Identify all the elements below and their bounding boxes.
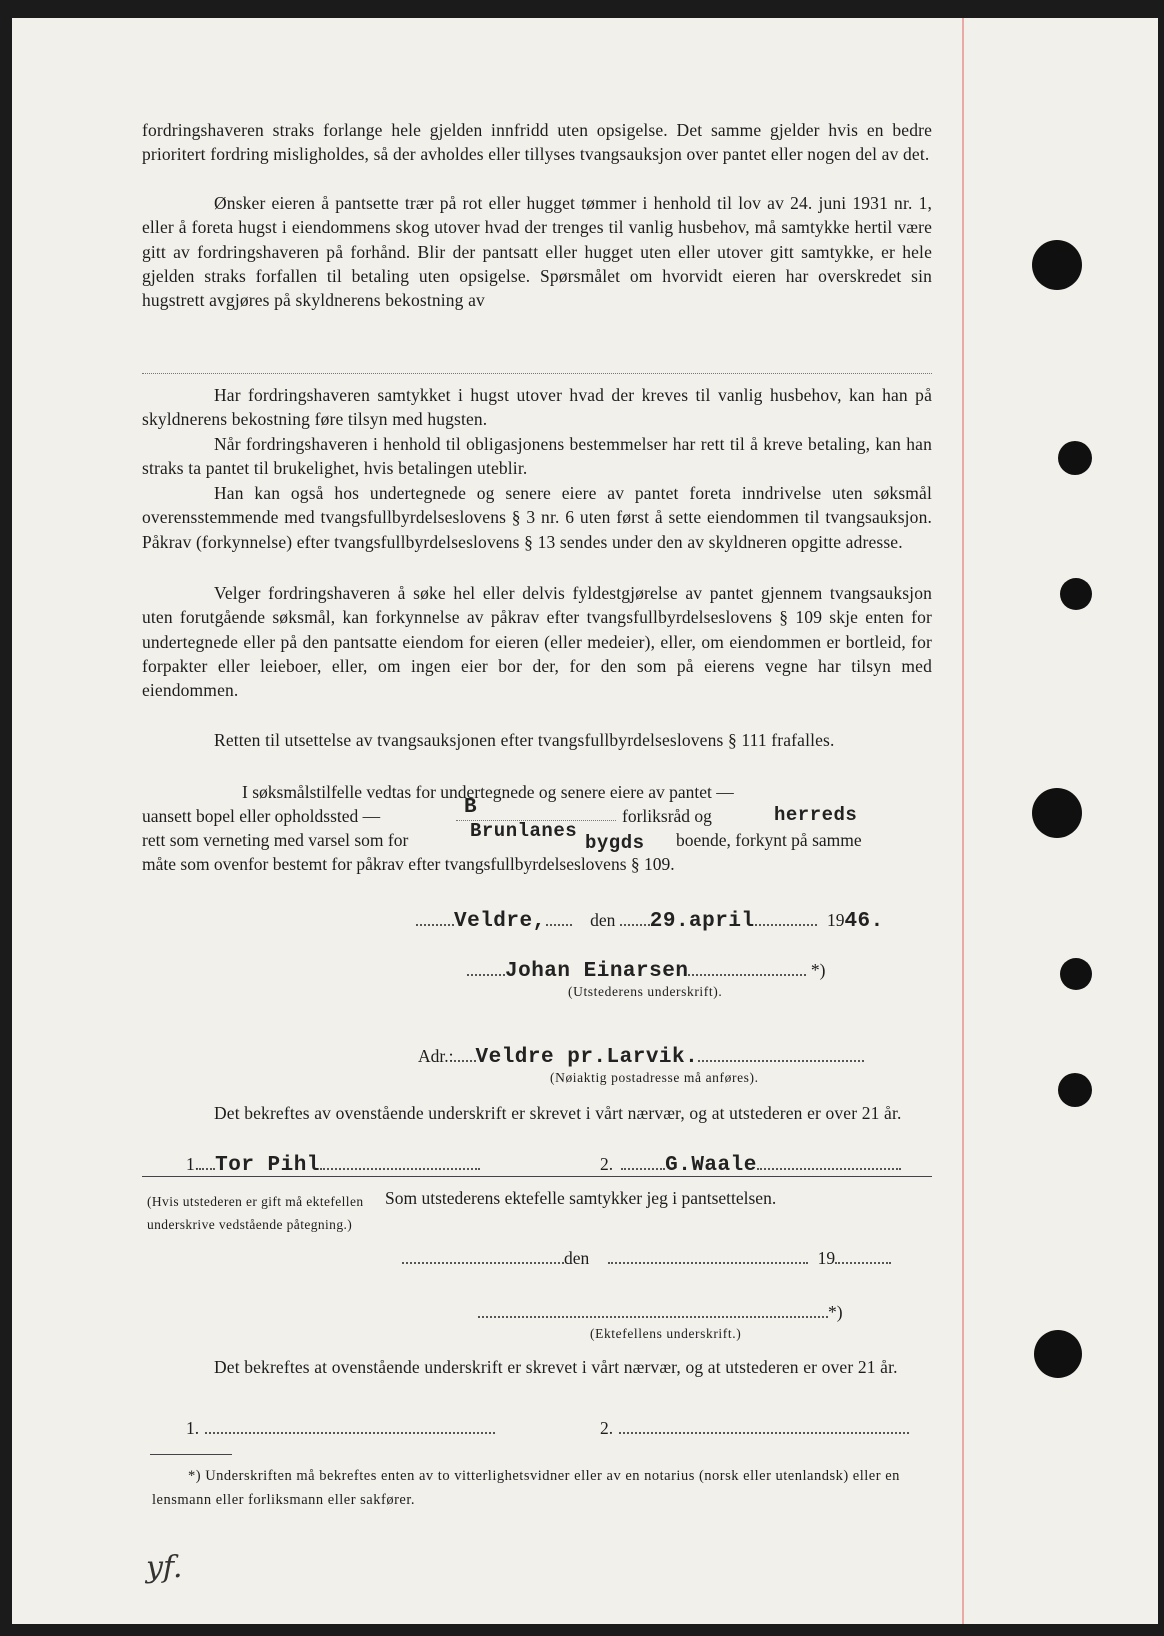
- dotted-fill: [698, 1042, 864, 1062]
- spouse-signature-line: [478, 1298, 843, 1323]
- paragraph-5: Han kan også hos undertegnede og senere eiere av pantet foreta inndrivelse uten søksmål overensstemmende med tvangsfullbyrdelseslovens § 3 nr. 6 uten først å sette eiendommen til tvangsauksjon. Påkrav (forkynnelse) efter tvangsfullbyrdelseslovens § 13 sendes under den av skyldneren opgitte adresse.: [142, 483, 932, 552]
- punch-hole: [1058, 1073, 1092, 1107]
- dotted-fill: [416, 906, 454, 926]
- dotted-fill: [620, 906, 650, 926]
- document-page: [12, 18, 1158, 1624]
- venue-line-3a: rett som verneting med varsel som for: [142, 830, 409, 850]
- typed-place: Veldre,: [454, 910, 546, 933]
- dotted-fill: [478, 1298, 828, 1318]
- spouse-footnote-marker: *): [828, 1302, 843, 1322]
- footnote-text: *) Underskriften må bekreftes enten av to vitterlighetsvidner eller av en notarius (norsk eller utenlandsk) eller en lensmann eller forliksmann eller sakfører.: [152, 1468, 900, 1508]
- dotted-fill: [619, 1414, 909, 1434]
- dotted-fill: [621, 1150, 665, 1170]
- typed-b-mark: B: [464, 796, 478, 819]
- dotted-fill: [608, 1244, 808, 1264]
- dotted-fill: [757, 1150, 901, 1170]
- dotted-fill: [454, 1042, 476, 1062]
- dotted-fill: [835, 1244, 891, 1264]
- spouse-date-line: [402, 1244, 891, 1269]
- dotted-fill: [546, 906, 572, 926]
- punch-hole: [1032, 788, 1082, 838]
- witness-line-3: [186, 1414, 495, 1439]
- address-caption: (Nøiaktig postadresse må anføres).: [550, 1070, 759, 1085]
- witness-confirmation-1: Det bekreftes av ovenstående underskrift er skrevet i vårt nærvær, og at utstederen er over 21 år.: [214, 1103, 902, 1123]
- typed-year: 46.: [844, 910, 884, 933]
- witness-number-2: 2.: [600, 1154, 614, 1174]
- punch-hole: [1032, 240, 1082, 290]
- witness-number-1: 1.: [186, 1154, 200, 1174]
- witness-line-2: [600, 1150, 901, 1177]
- dotted-fill: [205, 1414, 495, 1434]
- venue-line-4: måte som ovenfor bestemt for påkrav efter tvangsfullbyrdelseslovens § 109.: [142, 854, 675, 874]
- typed-witness-1: Tor Pihl: [215, 1154, 320, 1177]
- issuer-caption: (Utstederens underskrift).: [568, 984, 723, 999]
- typed-date: 29.april: [649, 910, 755, 933]
- punch-hole: [1058, 441, 1092, 475]
- dotted-fill: [755, 906, 817, 926]
- section-rule: [142, 1176, 932, 1177]
- spouse-year-prefix: 19: [817, 1248, 836, 1268]
- paragraph-1: fordringshaveren straks forlange hele gjelden innfridd uten opsigelse. Det samme gjelder hvis en bedre prioritert fordring misligholdes, så der avholdes eller tillyses tvangsauksjon over pantet eller nogen del av det.: [142, 120, 932, 165]
- spouse-den-label: den: [564, 1248, 590, 1268]
- footnote-rule: [150, 1454, 232, 1455]
- paragraph-6: Velger fordringshaveren å søke hel eller delvis fyldestgjørelse av pantet gjennem tvangsauksjon uten forutgående søksmål, kan forkynnelse av påkrav efter tvangsfullbyrdelseslovens § 109 skje enten for undertegnede eller på den pantsatte eiendom for eieren (eller medeier), eller, om eiendommen er bortleid, for forpakter eller leieboer, eller, om ingen eier bor der, for den som på eierens vegne har tilsyn med eiendommen.: [142, 583, 932, 701]
- spouse-caption: (Ektefellens underskrift.): [590, 1326, 742, 1341]
- typed-herreds: herreds: [774, 804, 858, 826]
- dotted-fill: [688, 956, 806, 976]
- issuer-signature-line: [467, 956, 825, 983]
- spouse-consent: Som utstederens ektefelle samtykker jeg i pantsettelsen.: [385, 1188, 777, 1208]
- dotted-fill: [320, 1150, 480, 1170]
- paragraph-7: Retten til utsettelse av tvangsauksjonen efter tvangsfullbyrdelseslovens § 111 frafalles.: [214, 730, 835, 750]
- venue-line-3b: boende, forkynt på samme: [676, 830, 862, 850]
- adr-label: Adr.:: [418, 1046, 454, 1066]
- punch-hole: [1060, 958, 1092, 990]
- venue-line-2b: forliksråd og: [622, 806, 712, 826]
- den-label: den: [590, 910, 616, 930]
- date-line: [416, 906, 884, 933]
- venue-line-1: I søksmålstilfelle vedtas for undertegnede og senere eiere av pantet —: [242, 782, 734, 802]
- address-line: [418, 1042, 864, 1069]
- spouse-note: (Hvis utstederen er gift må ektefellen underskrive vedstående påtegning.): [147, 1194, 364, 1232]
- typed-issuer: Johan Einarsen: [505, 960, 689, 983]
- typed-address: Veldre pr.Larvik.: [475, 1046, 699, 1069]
- paragraph-2: Ønsker eieren å pantsette trær på rot eller hugget tømmer i henhold til lov av 24. juni 1931 nr. 1, eller å foreta hugst i eiendommens skog utover hvad der trenges til vanlig husbehov, må samtykke hertil være gitt av fordringshaveren på forhånd. Blir der pantsatt eller hugget uten eller utover gitt samtykke, er hele gjelden straks forfallen til betaling uten opsigelse. Spørsmålet om hvorvidt eieren har overskredet sin hugstrett avgjøres på skyldnerens bekostning av: [142, 193, 932, 311]
- witness-number-1: 1.: [186, 1418, 200, 1438]
- dotted-fill: [467, 956, 505, 976]
- punch-hole: [1034, 1330, 1082, 1378]
- dotted-fill: [402, 1244, 564, 1264]
- typed-witness-2: G.Waale: [665, 1154, 757, 1177]
- dotted-fill: [199, 1150, 215, 1170]
- witness-number-2: 2.: [600, 1418, 614, 1438]
- witness-confirmation-2: Det bekreftes at ovenstående underskrift er skrevet i vårt nærvær, og at utstederen er over 21 år.: [214, 1357, 898, 1377]
- venue-blank-line: [456, 804, 616, 821]
- punch-hole: [1060, 578, 1092, 610]
- section-divider: [142, 373, 932, 374]
- year-prefix: 19: [826, 910, 845, 930]
- typed-bygds: bygds: [585, 832, 645, 854]
- typed-court-name: Brunlanes: [470, 820, 578, 842]
- witness-line-4: [600, 1414, 909, 1439]
- footnote-marker: *): [810, 960, 826, 980]
- venue-line-2a: uansett bopel eller opholdssted —: [142, 806, 381, 826]
- paragraph-3: Har fordringshaveren samtykket i hugst utover hvad der kreves til vanlig husbehov, kan han på skyldnerens bekostning føre tilsyn med hugsten.: [142, 385, 932, 430]
- paragraph-4: Når fordringshaveren i henhold til obligasjonens bestemmelser har rett til å kreve betaling, kan han straks ta pantet til brukelighet, hvis betalingen uteblir.: [142, 434, 932, 479]
- witness-line-1: [186, 1150, 480, 1177]
- margin-line: [962, 18, 964, 1624]
- handwritten-initials: yf.: [146, 1550, 183, 1585]
